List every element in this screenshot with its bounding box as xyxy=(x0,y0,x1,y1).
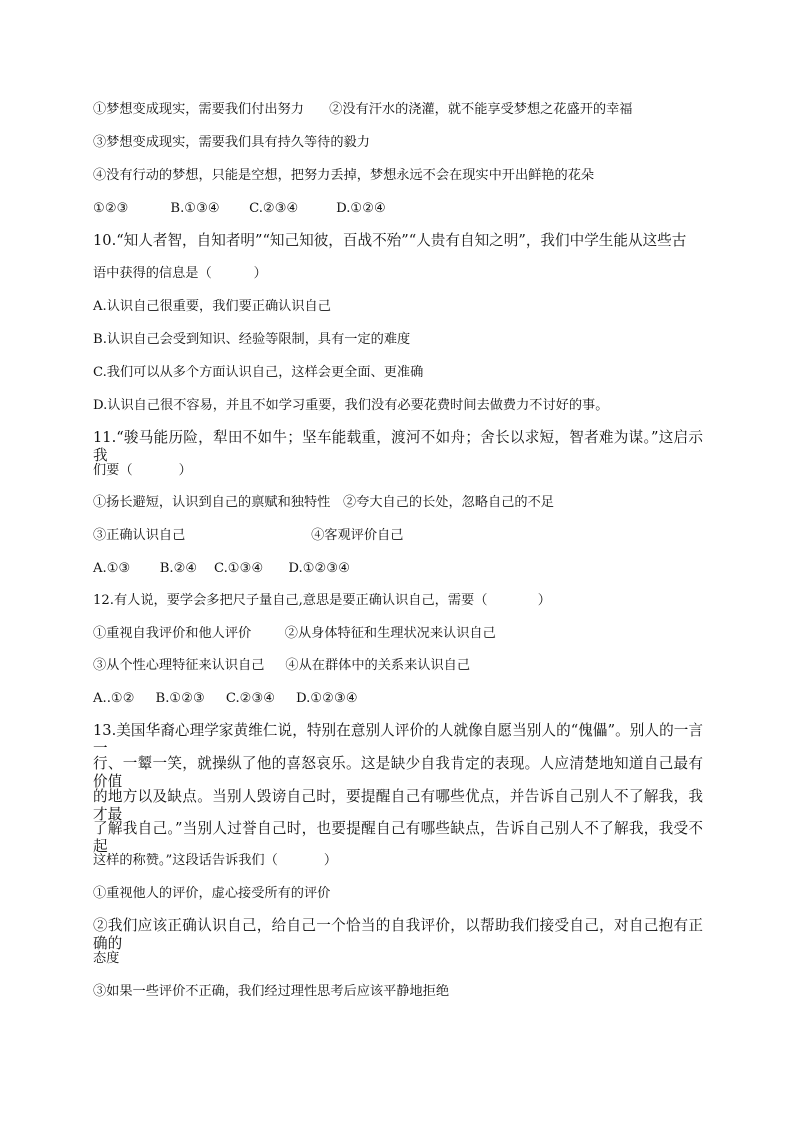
option-line: ④没有行动的梦想，只能是空想，把努力丢掉，梦想永远不会在现实中开出鲜艳的花朵 xyxy=(93,168,595,183)
question-13-text-cont: 行、一颦一笑，就操纵了他的喜怒哀乐。这是缺少自我肯定的表现。人应清楚地知道自己最有价值 xyxy=(93,755,703,790)
option-line: D.认识自己很不容易，并且不如学习重要，我们没有必要花费时间去做费力不讨好的事。 xyxy=(93,398,609,413)
option-line: A.认识自己很重要，我们要正确认识自己 xyxy=(93,299,331,314)
answer-choices: A.①③ B.②④ C.①③④ D.①②③④ xyxy=(93,561,351,576)
question-12-text: 12.有人说，要学会多把尺子量自己,意思是要正确认识自己，需要（ ） xyxy=(93,593,551,608)
option-line: ②我们应该正确认识自己，给自己一个恰当的自我评价，以帮助我们接受自己，对自己抱有正确的 xyxy=(93,917,703,952)
question-13-text-cont: 了解我自己。”当别人过誉自己时，也要提醒自己有哪些缺点，告诉自己别人不了解我，我受不起 xyxy=(93,820,703,855)
option-line: ③正确认识自己 ④客观评价自己 xyxy=(93,528,404,543)
answer-choices: A..①② B.①②③ C.②③④ D.①②③④ xyxy=(93,691,358,706)
question-10-text-cont: 语中获得的信息是（ ） xyxy=(93,266,267,281)
option-line: ③如果一些评价不正确，我们经过理性思考后应该平静地拒绝 xyxy=(93,984,450,999)
option-line: C.我们可以从多个方面认识自己，这样会更全面、更准确 xyxy=(93,365,424,380)
question-11-text-cont: 们要（ ） xyxy=(93,463,192,478)
question-13-text: 13.美国华裔心理学家黄维仁说，特别在意别人评价的人就像自愿当别人的“傀儡”。别人的一言一 xyxy=(93,722,703,757)
question-13-text-cont: 这样的称赞。”这段话告诉我们（ ） xyxy=(93,853,338,868)
option-line: ①重视他人的评价，虚心接受所有的评价 xyxy=(93,886,331,901)
question-13-text-cont: 的地方以及缺点。当别人毁谤自己时，要提醒自己有哪些优点，并告诉自己别人不了解我，我才最 xyxy=(93,788,703,823)
option-line: ③梦想变成现实，需要我们具有持久等待的毅力 xyxy=(93,135,370,150)
option-line-cont: 态度 xyxy=(93,951,120,966)
answer-choices: ①②③ B.①③④ C.②③④ D.①②④ xyxy=(93,201,386,216)
option-line: ③从个性心理特征来认识自己 ④从在群体中的关系来认识自己 xyxy=(93,658,471,673)
question-11-text: 11.“骏马能历险，犁田不如牛；坚车能载重，渡河不如舟；舍长以求短，智者难为谋。”这启示我 xyxy=(93,429,703,464)
option-line: ①扬长避短，认识到自己的禀赋和独特性 ②夸大自己的长处，忽略自己的不足 xyxy=(93,495,554,510)
option-line: ①重视自我评价和他人评价 ②从身体特征和生理状况来认识自己 xyxy=(93,626,496,641)
option-line: ①梦想变成现实，需要我们付出努力 ②没有汗水的浇灌，就不能享受梦想之花盛开的幸福 xyxy=(93,102,633,117)
option-line: B.认识自己会受到知识、经验等限制，具有一定的难度 xyxy=(93,332,411,347)
question-10-text: 10.“知人者智，自知者明”“知己知彼，百战不殆”“人贵有自知之明”，我们中学生能从这些古 xyxy=(93,232,687,249)
